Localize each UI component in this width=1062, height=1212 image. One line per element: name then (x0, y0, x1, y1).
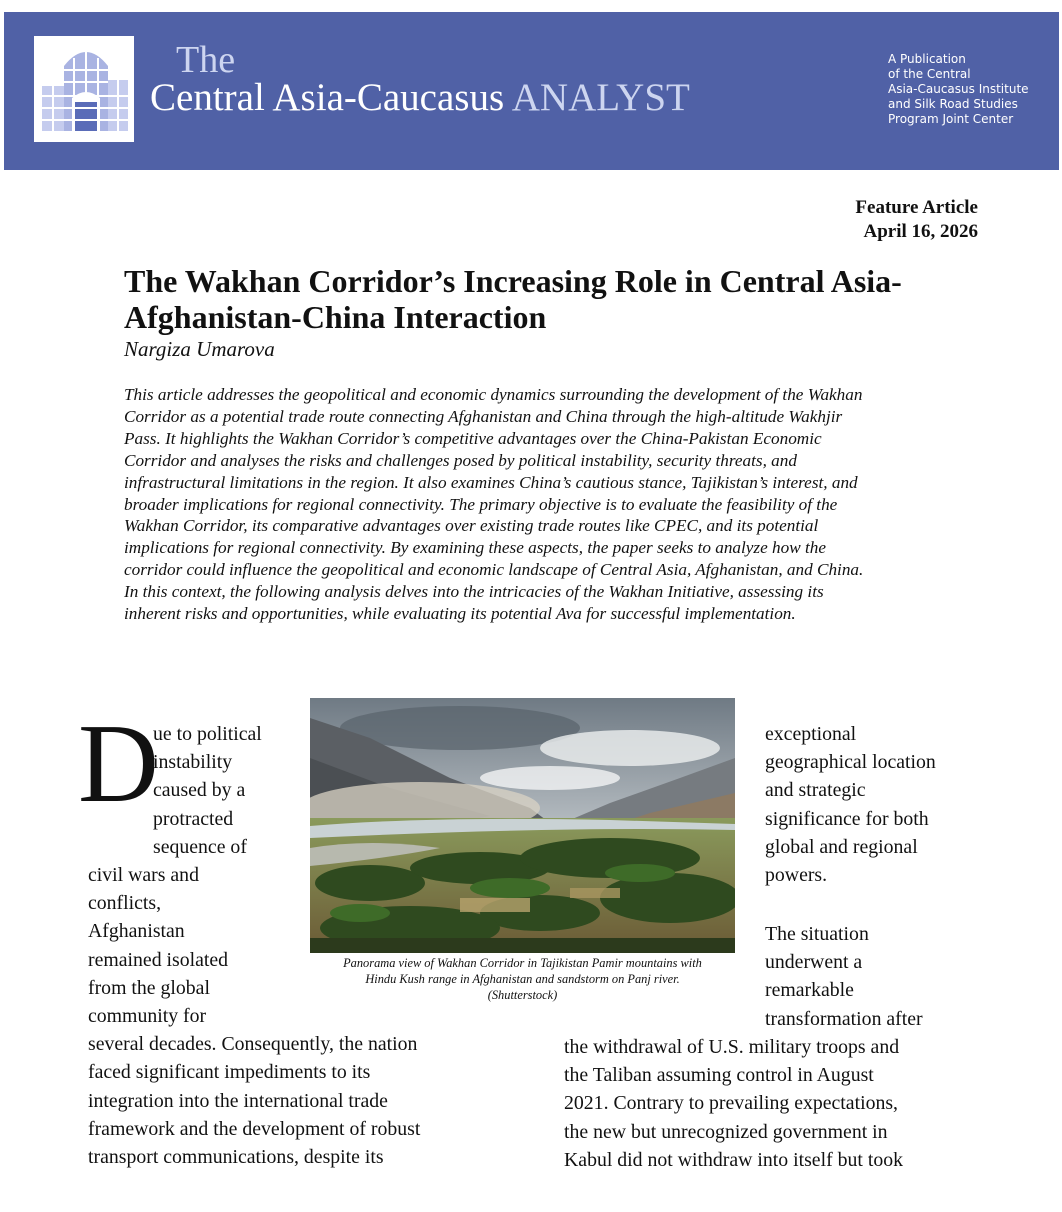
body-line: protracted (153, 807, 234, 830)
body-line: caused by a (153, 779, 246, 802)
article-meta (855, 196, 978, 244)
analyst-logo (34, 36, 134, 142)
body-line: the Taliban assuming control in August (564, 1064, 874, 1087)
article-date: April 16, 2026 (863, 221, 978, 242)
body-line: underwent a (765, 951, 863, 974)
publication-line: of the Central (888, 67, 971, 81)
masthead-the: The (176, 39, 236, 81)
body-line: instability (153, 751, 233, 774)
body-line: Afghanistan (88, 920, 185, 943)
body-line: ue to political (153, 723, 262, 745)
caption-line: Hindu Kush range in Afghanistan and sandstorm on Panj river. (365, 972, 680, 986)
article-author: Nargiza Umarova (124, 337, 275, 361)
body-line: powers. (765, 863, 828, 886)
body-line: and strategic (765, 779, 866, 802)
wakhan-corridor-photo (310, 698, 735, 953)
publication-line: A Publication (888, 52, 966, 66)
photo-caption (300, 955, 745, 1003)
body-line: the new but unrecognized government in (564, 1120, 888, 1143)
body-line: 2021. Contrary to prevailing expectations, (564, 1092, 899, 1115)
body-right-bottom (564, 1033, 903, 1174)
publication-line: Asia-Caucasus Institute (888, 82, 1029, 96)
body-line: transport communications, despite its (88, 1145, 384, 1168)
body-line: the withdrawal of U.S. military troops and (564, 1036, 900, 1058)
article-title (124, 263, 1024, 335)
body-line: remained isolated (88, 948, 229, 971)
article-abstract: This article addresses the geopolitical and economic dynamics surrounding the development of the Wakhan Corridor as a potential trade route connecting Afghanistan and China through the high-altitude Wakhjir Pass. It highlights the Wakhan Corridor’s competitive advantages over the China-Pakistan Economic Corridor and analyses the risks and challenges posed by political instability, security threats, and infrastructural limitations in the region. It also examines China’s cautious stance, Tajikistan’s interest, and broader implications for regional connectivity. The primary objective is to evaluate the feasibility of the Wakhan Corridor, its comparative advantages over existing trade routes like CPEC, and its potential implications for regional connectivity. By examining these aspects, the paper seeks to analyze how the corridor could influence the geopolitical and economic landscape of Central Asia, Afghanistan, and China. In this context, the following analysis delves into the intricacies of the Wakhan Initiative, assessing its inherent risks and opportunities, while evaluating its potential Ava for successful implementation. (124, 385, 864, 624)
header-banner (4, 12, 1059, 170)
body-line: significance for both (765, 807, 929, 830)
publication-line: and Silk Road Studies (888, 97, 1018, 111)
body-line: civil wars and (88, 864, 199, 886)
masthead-title-analyst: ANALYST (511, 76, 690, 119)
body-line: framework and the development of robust (88, 1117, 421, 1140)
body-line: geographical location (765, 751, 936, 774)
body-line: faced significant impediments to its (88, 1061, 371, 1084)
article-type: Feature Article (855, 197, 978, 218)
body-line: The situation (765, 923, 869, 945)
body-line: sequence of (153, 835, 247, 858)
body-line: remarkable (765, 979, 854, 1002)
body-left-top (153, 720, 262, 861)
masthead-title-main: Central Asia-Caucasus (150, 76, 512, 119)
body-line: conflicts, (88, 892, 162, 915)
body-line: several decades. Consequently, the nation (88, 1033, 418, 1056)
body-line: Kabul did not withdraw into itself but took (564, 1148, 903, 1171)
body-line: exceptional (765, 723, 857, 745)
body-line: community for (88, 1004, 207, 1027)
masthead-title (150, 76, 690, 120)
body-right-top (765, 720, 936, 889)
caption-line: Panorama view of Wakhan Corridor in Tajikistan Pamir mountains with (343, 956, 702, 970)
article-title-line: Afghanistan-China Interaction (124, 299, 547, 335)
article-title-line: The Wakhan Corridor’s Increasing Role in Central Asia- (124, 263, 902, 299)
body-line: transformation after (765, 1007, 923, 1030)
publication-line: Program Joint Center (888, 112, 1014, 126)
body-line: from the global (88, 976, 210, 999)
publication-note (888, 52, 1056, 127)
body-line: integration into the international trade (88, 1089, 388, 1112)
caption-line: (Shutterstock) (487, 988, 558, 1002)
drop-cap: D (78, 702, 159, 826)
body-right-middle (765, 920, 923, 1033)
body-line: global and regional (765, 835, 918, 858)
